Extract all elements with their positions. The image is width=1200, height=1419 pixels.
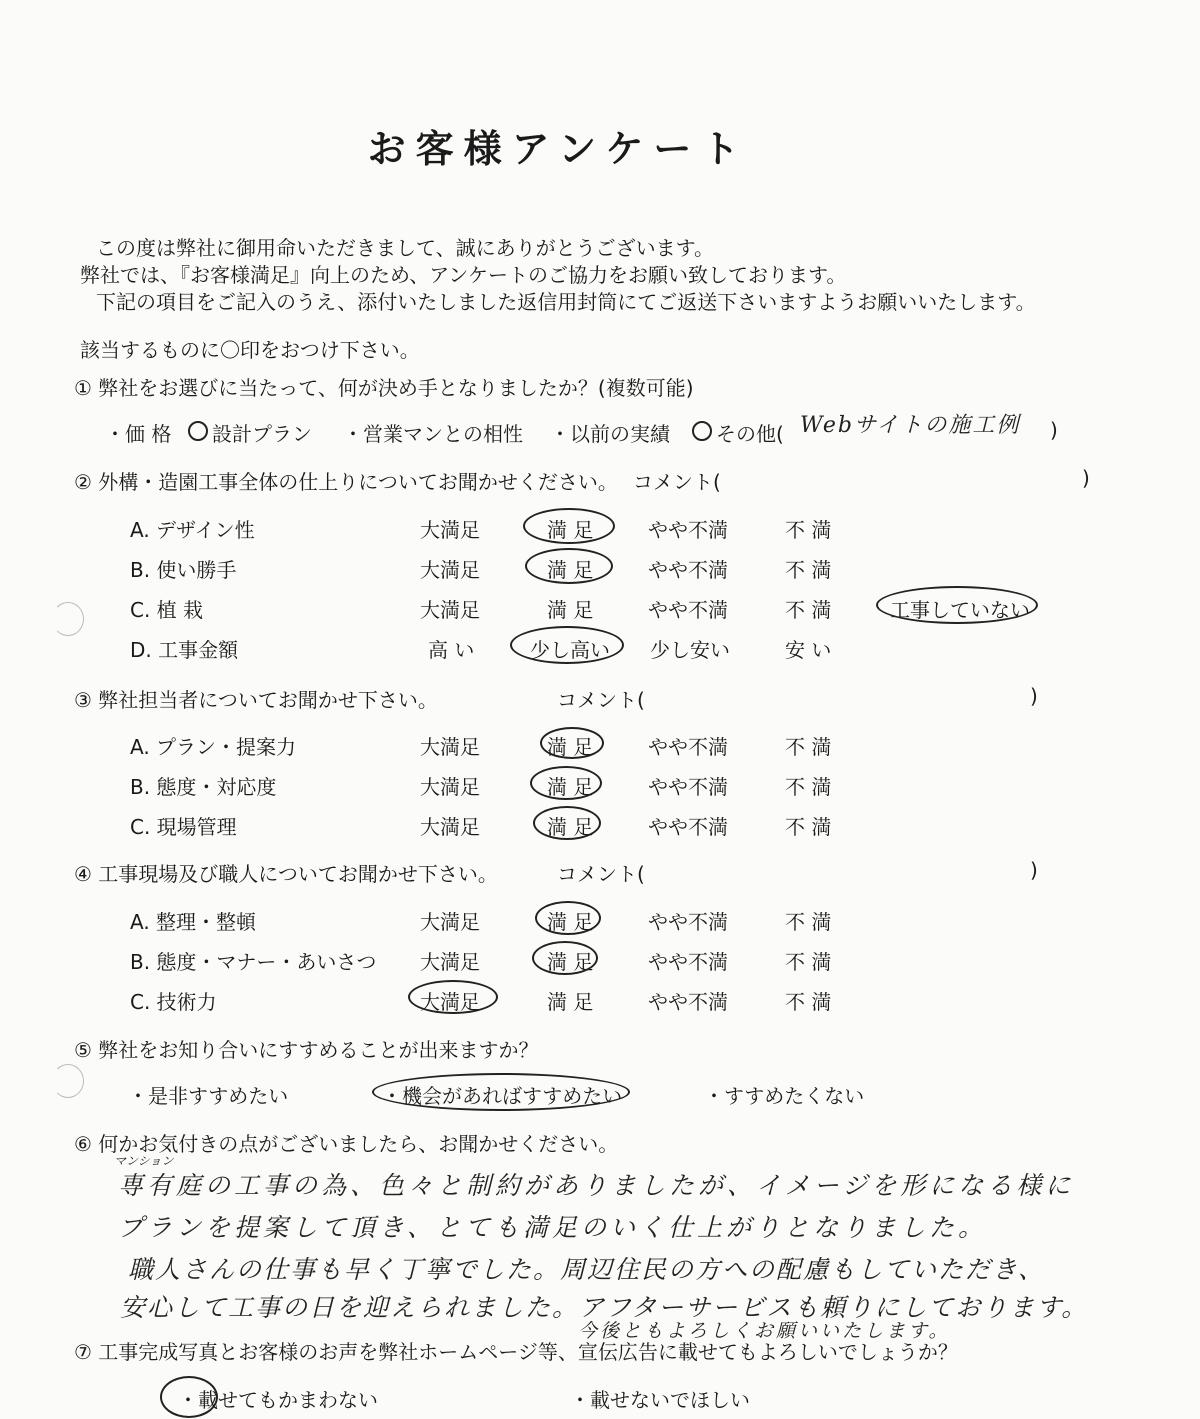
q4-row-c-c3[interactable]: やや不満 <box>648 990 728 1014</box>
q6-comment-line-1: 専有庭の工事の為、色々と制約がありましたが、イメージを形になる様に <box>118 1171 1075 1200</box>
binder-hole-top <box>52 602 84 636</box>
q5-mark <box>372 1073 630 1111</box>
q5-option-3[interactable]: ・すすめたくない <box>704 1084 865 1108</box>
q4-row-c-label: C. 技術力 <box>130 990 217 1014</box>
q4-row-c-mark <box>408 980 498 1014</box>
q2-row-b-label: B. 使い勝手 <box>130 558 237 582</box>
q4-row-b-c4[interactable]: 不 満 <box>785 950 832 974</box>
q3-row-c-c2[interactable]: 満 足 <box>547 815 594 839</box>
q2-row-b-c4[interactable]: 不 満 <box>785 558 832 582</box>
q3-comment-close: ) <box>1030 684 1038 708</box>
q2-row-a-c4[interactable]: 不 満 <box>785 518 832 542</box>
q4-row-b-c1[interactable]: 大満足 <box>420 950 480 974</box>
q3-row-c-label: C. 現場管理 <box>130 815 237 839</box>
q5-question: ⑤ 弊社をお知り合いにすすめることが出来ますか？ <box>74 1038 539 1062</box>
q2-row-b-c3[interactable]: やや不満 <box>648 558 728 582</box>
q3-question: ③ 弊社担当者についてお聞かせ下さい。 <box>74 688 438 712</box>
q4-row-b-c3[interactable]: やや不満 <box>648 950 728 974</box>
intro-line-3: 下記の項目をご記入のうえ、添付いたしました返信用封筒にてご返送下さいますようお願いいたします。 <box>96 290 1036 314</box>
q2-comment-close: ) <box>1082 466 1090 490</box>
q3-row-a-c3[interactable]: やや不満 <box>648 735 728 759</box>
q3-row-c-c1[interactable]: 大満足 <box>420 815 480 839</box>
q1-option-design[interactable]: 設計プラン <box>212 422 312 446</box>
q1-option-sales[interactable]: ・営業マンとの相性 <box>343 422 523 446</box>
q4-row-a-c1[interactable]: 大満足 <box>420 910 480 934</box>
q4-row-c-c2[interactable]: 満 足 <box>547 990 594 1014</box>
q3-row-a-mark <box>540 727 604 759</box>
q2-row-d-c3[interactable]: 少し安い <box>650 638 730 662</box>
q4-row-b-mark <box>532 941 598 975</box>
q4-row-b-label: B. 態度・マナー・あいさつ <box>130 950 377 974</box>
q5-option-1[interactable]: ・是非すすめたい <box>128 1084 289 1108</box>
q6-question: ⑥ 何かお気付きの点がございましたら、お聞かせください。 <box>74 1132 619 1156</box>
q4-row-c-c4[interactable]: 不 満 <box>785 990 832 1014</box>
q2-row-c-c5[interactable]: 工事していない <box>890 598 1030 622</box>
q4-row-a-c4[interactable]: 不 満 <box>785 910 832 934</box>
q6-comment-line-3: 職人さんの仕事も早く丁寧でした。周辺住民の方への配慮もしていただき、 <box>128 1255 1046 1284</box>
q6-comment-line-5: 今後ともよろしくお願いいたします。 <box>578 1320 951 1342</box>
q1-option-other[interactable]: その他( <box>716 422 784 446</box>
q7-option-2[interactable]: ・載せないでほしい <box>570 1388 750 1412</box>
q1-question: ① 弊社をお選びに当たって、何が決め手となりましたか？(複数可能) <box>74 376 694 400</box>
intro-line-1: この度は弊社に御用命いただきまして、誠にありがとうございます。 <box>96 236 714 260</box>
q2-row-c-c4[interactable]: 不 満 <box>785 598 832 622</box>
q1-other-handwritten: Webサイトの施工例 <box>800 413 1021 438</box>
q2-row-d-c1[interactable]: 高 い <box>428 638 475 662</box>
q4-row-b-c2[interactable]: 満 足 <box>547 950 594 974</box>
q2-row-a-mark <box>523 508 615 544</box>
q3-row-a-label: A. プラン・提案力 <box>130 735 297 759</box>
q2-row-d-c2[interactable]: 少し高い <box>530 638 610 662</box>
q4-row-a-c3[interactable]: やや不満 <box>648 910 728 934</box>
q3-row-a-c2[interactable]: 満 足 <box>547 735 594 759</box>
q3-row-a-c1[interactable]: 大満足 <box>420 735 480 759</box>
q3-comment-label: コメント( <box>557 688 645 712</box>
q3-row-a-c4[interactable]: 不 満 <box>785 735 832 759</box>
q1-option-price[interactable]: ・価 格 <box>105 422 172 446</box>
q3-row-b-c4[interactable]: 不 満 <box>785 775 832 799</box>
binder-hole-bottom <box>52 1064 84 1098</box>
q3-row-b-c1[interactable]: 大満足 <box>420 775 480 799</box>
q2-row-b-mark <box>525 548 613 584</box>
q4-question: ④ 工事現場及び職人についてお聞かせ下さい。 <box>74 862 498 886</box>
q3-row-c-c4[interactable]: 不 満 <box>785 815 832 839</box>
q4-row-a-c2[interactable]: 満 足 <box>547 910 594 934</box>
q3-row-b-label: B. 態度・対応度 <box>130 775 277 799</box>
q3-row-b-mark <box>530 766 602 800</box>
q4-row-a-mark <box>535 901 601 935</box>
q6-ruby: マンション <box>114 1154 174 1168</box>
q7-option-1[interactable]: ・載せてもかまわない <box>178 1388 378 1412</box>
q2-row-d-c4[interactable]: 安 い <box>785 638 832 662</box>
q4-comment-close: ) <box>1030 858 1038 882</box>
instruction: 該当するものに〇印をおつけ下さい。 <box>80 338 420 362</box>
q2-row-c-c1[interactable]: 大満足 <box>420 598 480 622</box>
q2-comment-label: コメント( <box>633 470 721 494</box>
q6-comment-line-4: 安心して工事の日を迎えられました。アフターサービスも頼りにしております。 <box>120 1293 1089 1322</box>
q3-row-c-mark <box>533 806 601 840</box>
q4-comment-label: コメント( <box>557 862 645 886</box>
q2-row-c-label: C. 植 栽 <box>130 598 204 622</box>
q2-row-d-mark <box>510 626 624 664</box>
intro-line-2: 弊社では、『お客様満足』向上のため、アンケートのご協力をお願い致しております。 <box>80 263 847 287</box>
q1-mark-other <box>692 421 712 441</box>
q2-row-d-label: D. 工事金額 <box>130 638 239 662</box>
q2-row-a-c3[interactable]: やや不満 <box>648 518 728 542</box>
q4-row-a-label: A. 整理・整頓 <box>130 910 257 934</box>
q4-row-c-c1[interactable]: 大満足 <box>420 990 480 1014</box>
q2-row-c-c3[interactable]: やや不満 <box>648 598 728 622</box>
q3-row-c-c3[interactable]: やや不満 <box>648 815 728 839</box>
q2-row-c-c2[interactable]: 満 足 <box>547 598 594 622</box>
q2-row-b-c2[interactable]: 満 足 <box>547 558 594 582</box>
q1-close-paren: ) <box>1050 418 1058 442</box>
q7-question: ⑦ 工事完成写真とお客様のお声を弊社ホームページ等、宣伝広告に載せてもよろしいでしょうか？ <box>74 1340 958 1364</box>
q2-row-a-label: A. デザイン性 <box>130 518 255 542</box>
q2-row-c-mark <box>876 586 1038 624</box>
q1-option-record[interactable]: ・以前の実績 <box>550 422 670 446</box>
q2-question: ② 外構・造園工事全体の仕上りについてお聞かせください。 <box>74 470 618 494</box>
q3-row-b-c3[interactable]: やや不満 <box>648 775 728 799</box>
q2-row-a-c2[interactable]: 満 足 <box>547 518 594 542</box>
q2-row-a-c1[interactable]: 大満足 <box>420 518 480 542</box>
q5-option-2[interactable]: ・機会があればすすめたい <box>382 1084 623 1108</box>
q2-row-b-c1[interactable]: 大満足 <box>420 558 480 582</box>
q1-mark-design <box>188 421 208 441</box>
page-title: お客様アンケート <box>367 127 750 171</box>
q3-row-b-c2[interactable]: 満 足 <box>547 775 594 799</box>
q6-comment-line-2: プランを提案して頂き、とても満足のいく仕上がりとなりました。 <box>118 1213 988 1242</box>
